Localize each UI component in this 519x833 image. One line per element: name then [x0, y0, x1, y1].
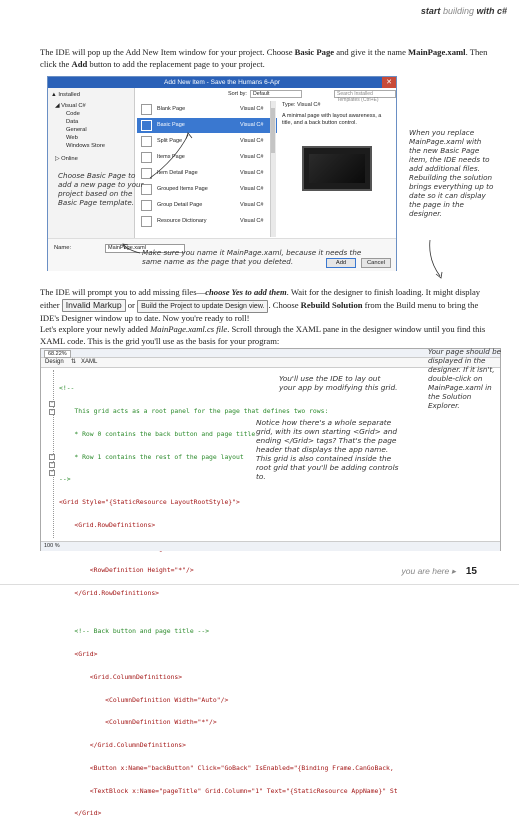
editor-statusbar	[41, 541, 500, 551]
header-start: start	[420, 6, 441, 16]
code-line: <TextBlock x:Name="pageTitle" Grid.Column="1" Text="{StaticResource AppName}" St	[59, 786, 398, 795]
code-line: * Row 0 contains the back button and page title	[59, 429, 256, 438]
tree-general[interactable]: General	[66, 127, 87, 133]
header-building: building	[442, 6, 474, 16]
fold-toggle-rows[interactable]: −	[50, 409, 54, 414]
tab-design[interactable]: Design	[45, 359, 64, 365]
page-number: 15	[465, 566, 477, 577]
sort-select[interactable]: Default	[250, 90, 302, 98]
note-separate-grid: Notice how there's a whole separate grid, with its own starting <Grid> and ending </Grid> tags? That's the page header that displays the app name. This grid is also contained inside the root grid that you'll be adding controls to.	[256, 418, 399, 481]
close-icon[interactable]: ✕	[382, 77, 396, 88]
code-line: <Grid.RowDefinitions>	[59, 520, 156, 529]
type-label: Type: Visual C#	[282, 102, 321, 108]
tree-installed[interactable]: ▲ Installed	[51, 92, 80, 98]
name-label: Name:	[54, 245, 72, 251]
tree-data[interactable]: Data	[66, 119, 79, 125]
dialog-title: Add New Item - Save the Humans 6-Apr	[164, 79, 280, 86]
tab-xaml[interactable]: XAML	[81, 359, 98, 365]
template-basic-page[interactable]: Basic Page Visual C#	[137, 118, 277, 133]
cancel-button[interactable]: Cancel	[361, 258, 391, 268]
template-item-detail-page[interactable]: Item Detail Page Visual C#	[137, 166, 277, 181]
template-description: A minimal page with layout awareness, a title, and a back button control.	[282, 113, 382, 126]
swap-icon[interactable]: ⇅	[71, 359, 77, 365]
you-are-here: you are here ▸	[401, 566, 456, 576]
note-layout-grid: You'll use the IDE to lay out your app by modifying this grid.	[279, 374, 398, 392]
code-line: </Grid.RowDefinitions>	[59, 589, 160, 598]
page-footer	[402, 566, 477, 577]
sort-label: Sort by:	[228, 91, 247, 97]
template-items-page[interactable]: Items Page Visual C#	[137, 150, 277, 165]
add-button[interactable]: Add	[326, 258, 356, 268]
code-line: </Grid.ColumnDefinitions>	[59, 741, 186, 750]
note-name-it: Make sure you name it MainPage.xaml, because it needs the same name as the page that you deleted.	[142, 248, 362, 266]
arrow-to-name-field	[124, 245, 140, 253]
build-project-button: Build the Project to update Design view.	[137, 300, 268, 314]
tree-online[interactable]: ▷ Online	[55, 156, 78, 162]
note-page-displayed: Your page should be displayed in the designer. If it isn't, double-click on MainPage.xaml in the Solution Explorer.	[428, 347, 502, 410]
code-line: * Row 1 contains the rest of the page layout	[59, 452, 244, 461]
code-line: <Grid>	[59, 649, 98, 658]
code-line: -->	[59, 475, 71, 484]
code-line: <Button x:Name="backButton" Click="GoBack" IsEnabled="{Binding Frame.CanGoBack,	[59, 763, 394, 772]
fold-toggle-comment[interactable]: −	[50, 454, 54, 459]
zoom-select-top[interactable]: 68.22%	[44, 350, 71, 358]
zoom-select-bottom[interactable]: 100 %	[44, 543, 60, 549]
fold-toggle-grid[interactable]: −	[50, 401, 54, 406]
tree-code[interactable]: Code	[66, 111, 80, 117]
paragraph-explore: Let's explore your newly added MainPage.xaml.cs file. Scroll through the XAML pane in the designer window until you find this XAML code. This is the grid you'll use as the basis for your program:	[40, 324, 486, 346]
template-group-detail-page[interactable]: Group Detail Page Visual C#	[137, 198, 277, 213]
note-replace-mainpage: When you replace MainPage.xaml with the new Basic Page item, the IDE needs to add additional files. Rebuilding the solution brings everything up to date so it can display the page in the designer.	[409, 128, 494, 218]
search-input[interactable]: Search Installed Templates (Ctrl+E)	[334, 90, 396, 98]
code-line: <!--	[59, 384, 75, 393]
code-line: </Grid>	[59, 809, 102, 818]
template-resource-dictionary[interactable]: Resource Dictionary Visual C#	[137, 214, 277, 229]
template-grouped-items-page[interactable]: Grouped Items Page Visual C#	[137, 182, 277, 197]
arrow-to-basic-page	[150, 135, 188, 178]
paragraph-add-item: The IDE will pop up the Add New Item window for your project. Choose Basic Page and give it the name MainPage.xaml. Then click the Add button to add the replacement page to your project.	[40, 47, 488, 69]
code-line: <ColumnDefinition Width="*"/>	[59, 718, 217, 727]
fold-toggle-inner-grid[interactable]: −	[50, 462, 54, 467]
template-blank-page[interactable]: Blank Page Visual C#	[137, 102, 277, 117]
fold-toggle-columns[interactable]: −	[50, 470, 54, 475]
code-line: <!-- Back button and page title -->	[59, 627, 210, 636]
name-field[interactable]: MainPage.xaml	[105, 244, 185, 253]
arrow-down-replace	[430, 240, 440, 276]
code-line: <ColumnDefinition Width="Auto"/>	[59, 695, 229, 704]
code-line: This grid acts as a root panel for the page that defines two rows:	[59, 406, 329, 415]
tree-visual-csharp[interactable]: ◢ Visual C#	[55, 103, 86, 109]
template-split-page[interactable]: Split Page Visual C#	[137, 134, 277, 149]
note-choose-basic-page: Choose Basic Page to add a new page to your project based on the Basic Page template.	[58, 171, 144, 207]
tree-web[interactable]: Web	[66, 135, 78, 141]
header-csharp: with c#	[476, 6, 507, 16]
code-line: <RowDefinition Height="*"/>	[59, 566, 194, 575]
invalid-markup-button: Invalid Markup	[62, 299, 126, 313]
paragraph-rebuild: The IDE will prompt you to add missing files—choose Yes to add them. Wait for the designer to finish loading. It might display either Invalid Markup or Build the Project to update Design view. . Choose Rebuild Solution from the Build menu to bring the IDE's Designer window up to date. Now you're ready to roll!	[40, 287, 481, 323]
tree-windows-store[interactable]: Windows Store	[66, 143, 105, 149]
footer-rule	[0, 584, 519, 585]
code-line: <Grid Style="{StaticResource LayoutRootStyle}">	[59, 498, 240, 507]
code-line: <Grid.ColumnDefinitions>	[59, 672, 183, 681]
